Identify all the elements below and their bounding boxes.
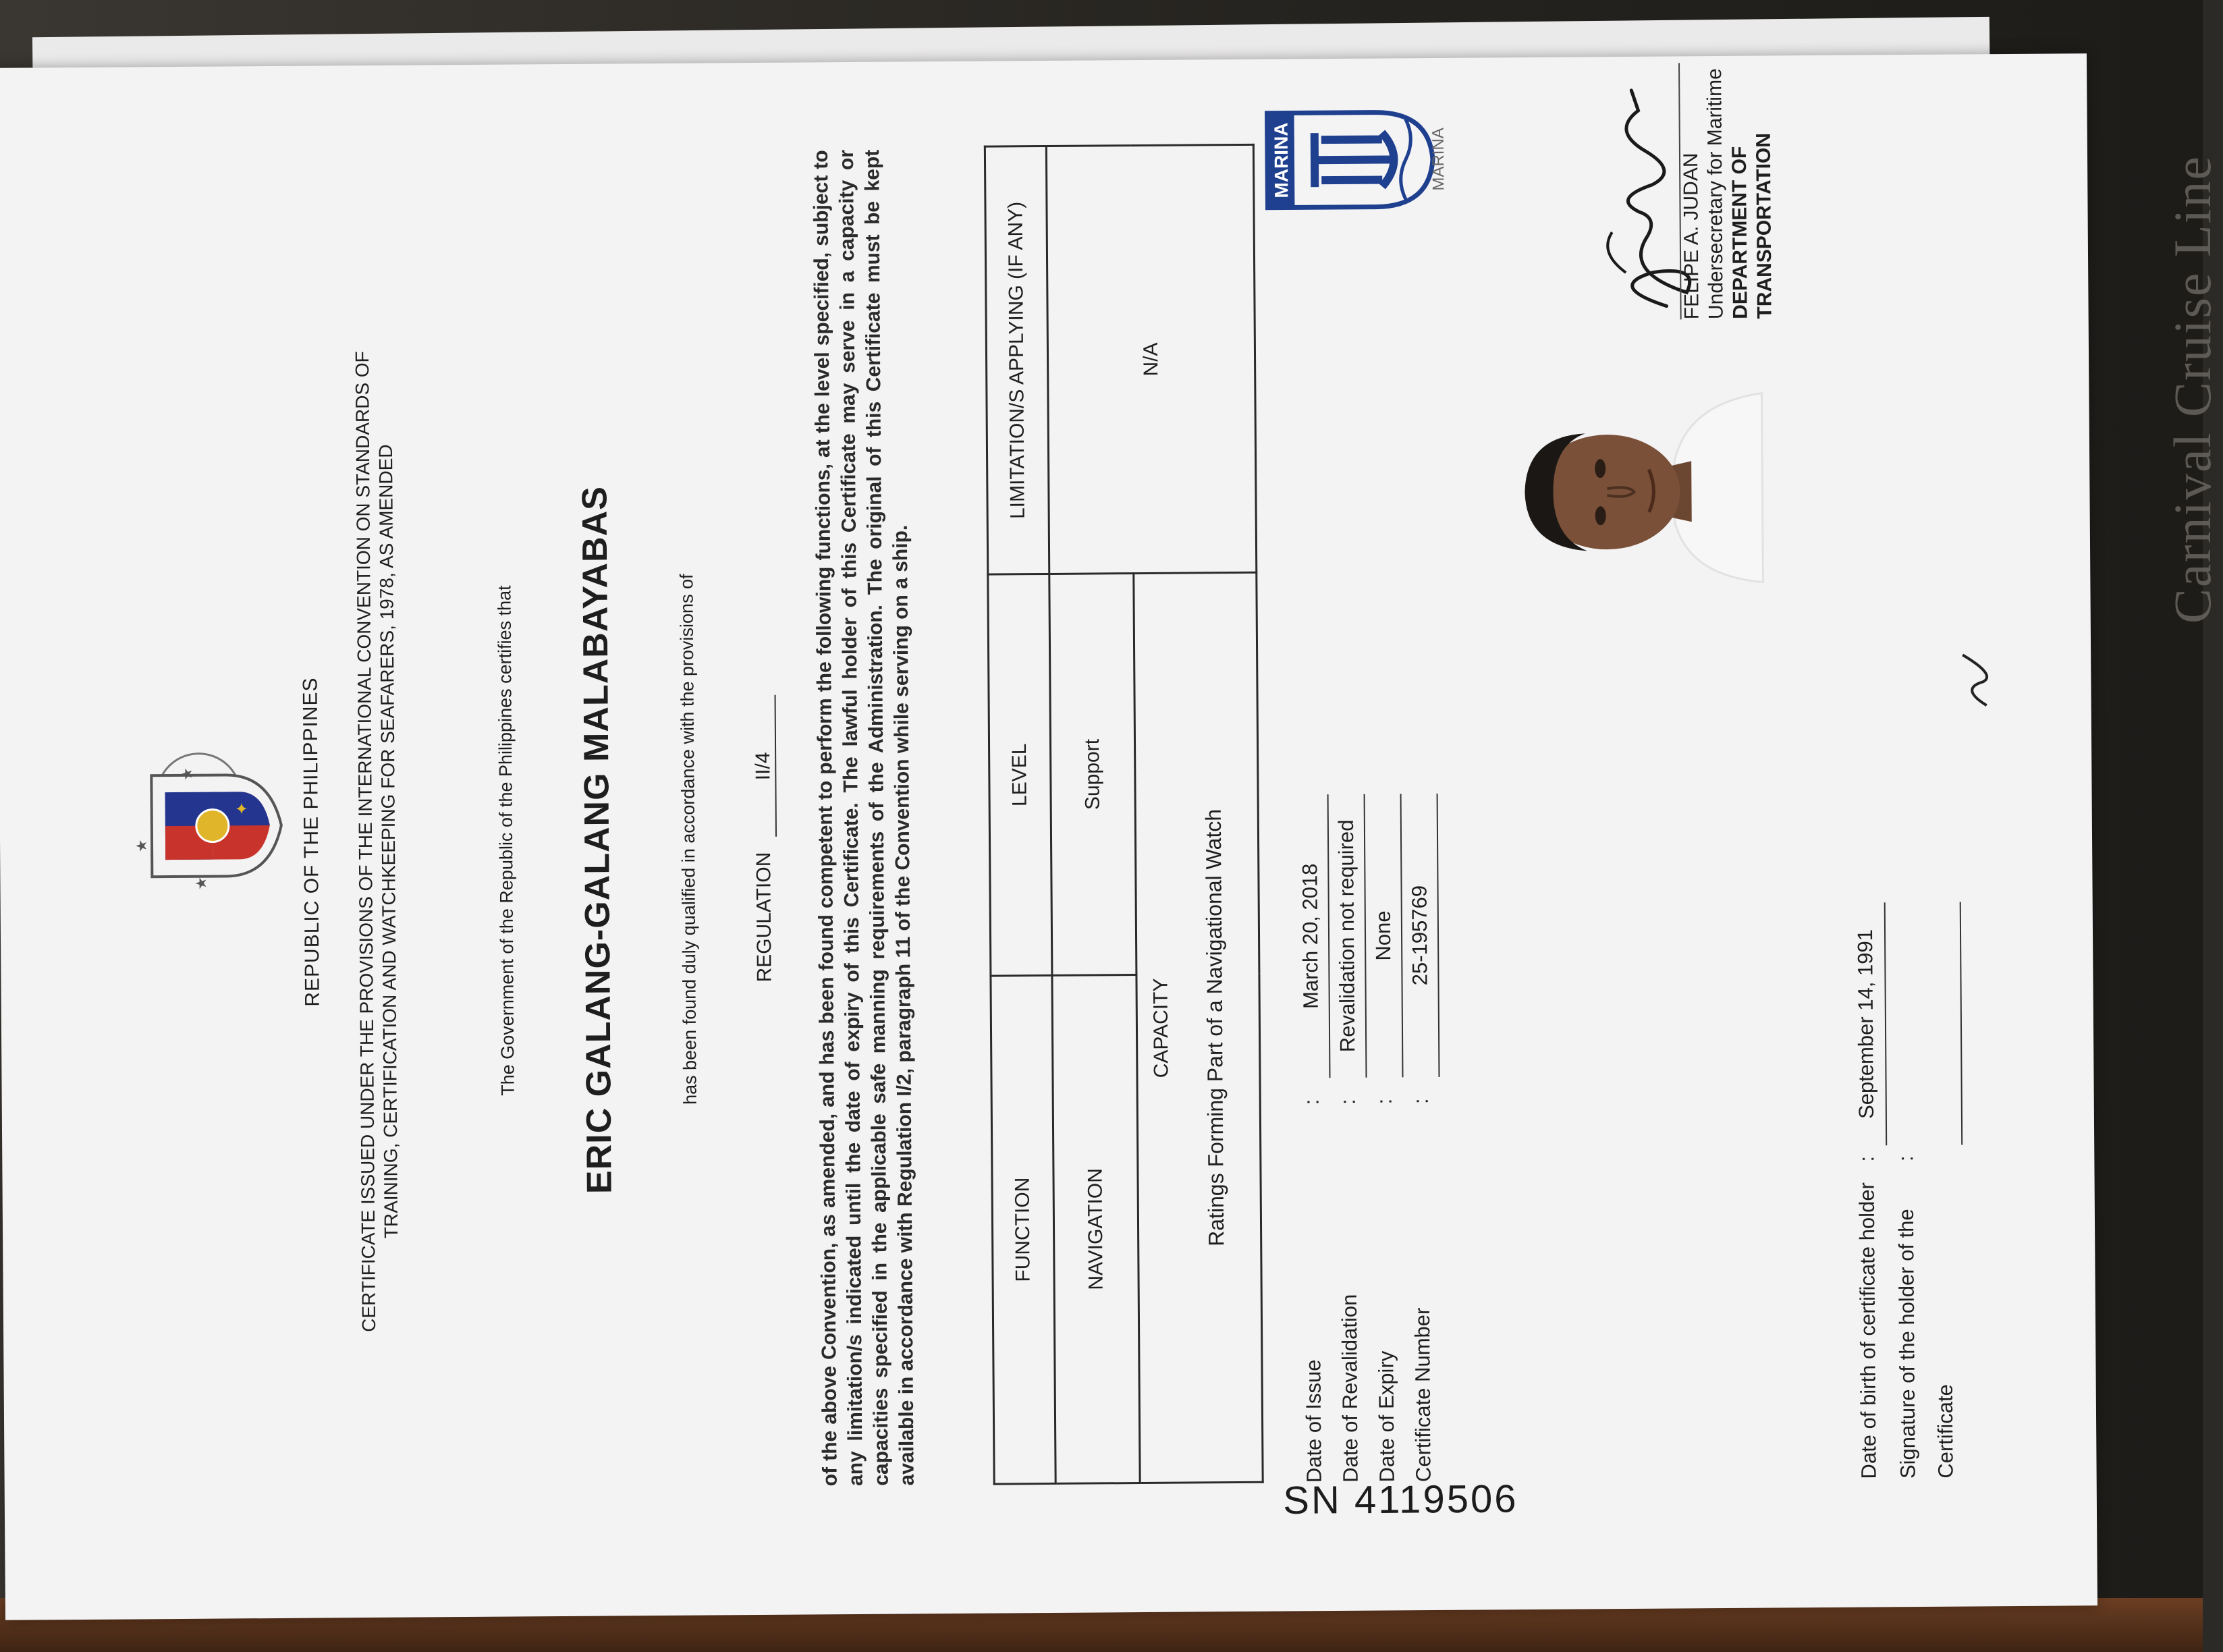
table-row <box>1046 146 1140 1484</box>
issue-date-label: Date of Issue <box>1301 1359 1326 1483</box>
competency-paragraph: of the above Convention, as amended, and has been found competent to perform the following functions, at the level specified, subject to any limitation/s indicated until the date of expiry of this Certificate. The lawful holder of this Certificate may serve in a capacity or capacities specified in the applicable safe manning requirements of the Administration. The original of this Certificate must be kept available in accordance with Regulation I/2, paragraph 11 of the Convention while serving on a ship. <box>809 149 918 1487</box>
holder-birth-signature <box>1846 902 1965 1479</box>
list-item <box>1886 902 1965 1479</box>
marina-caption: MARINA <box>1429 128 1448 191</box>
level-header: LEVEL <box>988 574 1052 976</box>
colon: : <box>1855 1155 1879 1162</box>
qualified-text: has been found duly qualified in accordance with the provisions of <box>676 574 701 1105</box>
regulation-line <box>747 83 782 1595</box>
colon: : <box>1894 1155 1918 1162</box>
certificate-page <box>0 53 2097 1620</box>
svg-text:★: ★ <box>178 767 196 781</box>
certificate-number-label: Certificate Number <box>1410 1307 1435 1483</box>
limitations-header: LIMITATION/S APPLYING (IF ANY) <box>985 146 1049 574</box>
certificate-content <box>32 68 2060 1600</box>
colon: : <box>1336 1099 1360 1105</box>
list-item <box>1292 794 1334 1483</box>
capacity-value: Ratings Forming Part of a Navigational Watch <box>1201 808 1229 1247</box>
list-item <box>1402 794 1443 1482</box>
list-item <box>1329 794 1370 1483</box>
expiry-date-label: Date of Expiry <box>1374 1350 1399 1483</box>
republic-heading: REPUBLIC OF THE PHILIPPINES <box>299 677 324 1007</box>
list-item <box>1365 794 1406 1482</box>
revalidation-date-label: Date of Revalidation <box>1337 1294 1363 1483</box>
regulation-label: REGULATION <box>752 852 776 983</box>
marina-logo-icon <box>1260 105 1436 215</box>
birth-date-value: September 14, 1991 <box>1846 902 1888 1145</box>
signatory-title: Undersecretary for Maritime <box>1703 68 1728 320</box>
binder-brand-text: Carnival Cruise Line <box>2163 155 2222 624</box>
philippines-seal-icon <box>124 754 287 898</box>
svg-text:✦: ✦ <box>233 802 252 816</box>
marina-badge-text: MARINA <box>1270 122 1292 198</box>
function-header: FUNCTION <box>991 975 1055 1484</box>
svg-text:★: ★ <box>132 839 150 853</box>
limitations-cell: N/A <box>1046 144 1256 574</box>
holder-signature-field <box>1886 902 1963 1146</box>
capacity-label: CAPACITY <box>1149 978 1173 1078</box>
revalidation-date-value: Revalidation not required <box>1329 794 1367 1078</box>
serial-number: SN 4119506 <box>1283 1477 1518 1522</box>
regulation-value: II/4 <box>752 695 777 837</box>
expiry-date-value: None <box>1365 794 1404 1077</box>
government-certifies-text: The Government of the Republic of the Philippines certifies that <box>494 585 518 1096</box>
list-item <box>1846 902 1890 1479</box>
signatory-block <box>1678 62 1778 319</box>
signatory-department: DEPARTMENT OF TRANSPORTATION <box>1728 132 1776 319</box>
holder-photo <box>1505 387 1763 598</box>
issue-date-value: March 20, 2018 <box>1292 794 1331 1078</box>
certificate-dates <box>1292 794 1443 1483</box>
svg-text:★: ★ <box>192 876 210 890</box>
colon: : <box>1408 1098 1433 1105</box>
table-header-row <box>985 146 1055 1484</box>
functions-table <box>984 144 1264 1485</box>
colon: : <box>1372 1098 1396 1105</box>
level-cell: Support <box>1049 574 1136 975</box>
holder-signature-label: Signature of the holder of the Certificate <box>1894 1209 1958 1479</box>
convention-statement: CERTIFICATE ISSUED UNDER THE PROVISIONS OF THE INTERNATIONAL CONVENTION ON STANDARDS OF TRAINING, CERTIFICATION AND WATCHKEEPING FOR SEAFARERS, 1978, AS AMENDED <box>351 351 402 1332</box>
signatory-name: FELIPE A. JUDAN <box>1679 153 1703 320</box>
holder-signature-mark <box>1956 648 1997 709</box>
certificate-number-value: 25-195769 <box>1402 794 1440 1077</box>
holder-name: ERIC GALANG-GALANG MALABAYABAS <box>575 486 620 1194</box>
birth-date-label: Date of birth of certificate holder <box>1855 1182 1881 1479</box>
function-cell: NAVIGATION <box>1052 974 1140 1483</box>
capacity-cell <box>1134 573 1263 1483</box>
colon: : <box>1299 1099 1323 1105</box>
